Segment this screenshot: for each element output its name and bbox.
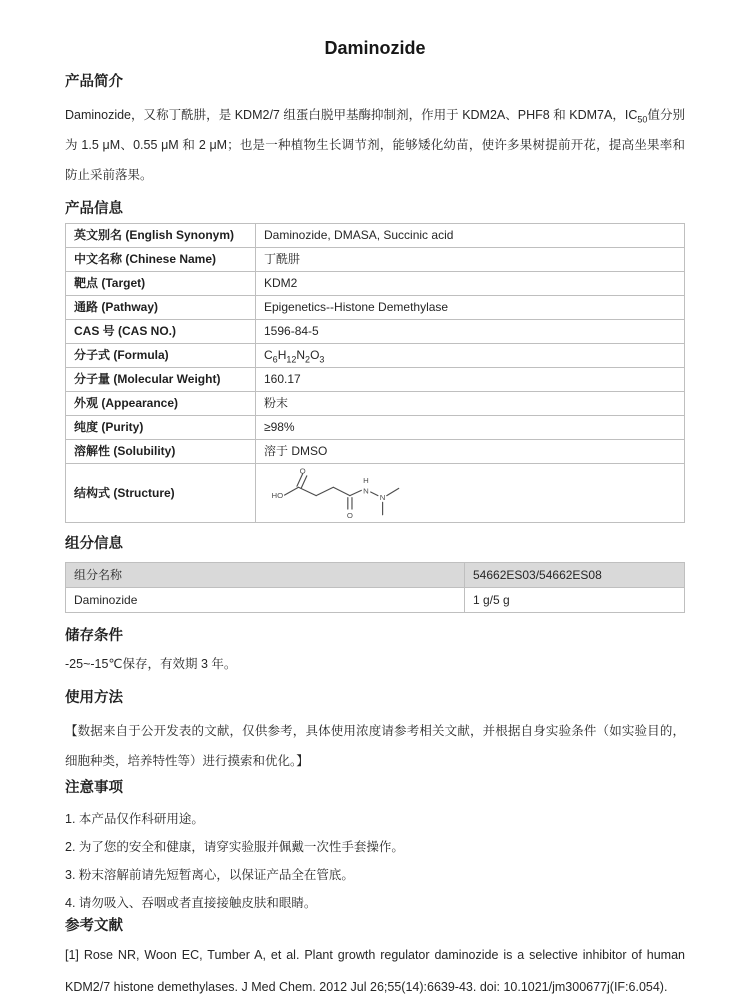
product-info-table [65,223,685,523]
row-label-purity: 纯度 (Purity) [66,416,256,440]
list-item: 2. 为了您的安全和健康，请穿实验服并佩戴一次性手套操作。 [65,840,404,854]
row-value-molecular-weight: 160.17 [256,368,685,392]
row-value-pathway: Epigenetics--Histone Demethylase [256,296,685,320]
section-heading-usage: 使用方法 [65,690,123,706]
intro-paragraph [65,100,685,190]
formula-sub: 3 [319,354,325,365]
ic50-subscript: 50 [637,114,648,125]
components-header-code: 54662ES03/54662ES08 [465,563,685,588]
row-label-appearance: 外观 (Appearance) [66,392,256,416]
row-label-cas: CAS 号 (CAS NO.) [66,320,256,344]
usage-paragraph: 【数据来自于公开发表的文献，仅供参考，具体使用浓度请参考相关文献，并根据自身实验条件（如实验目的，细胞种类，培养特性等）进行摸索和优化。】 [65,724,685,768]
reference-text: [1] Rose NR, Woon EC, Tumber A, et al. Plant growth regulator daminozide is a selective inhibitor of human KDM2/7 histone demethylases. J Med Chem. 2012 Jul 26;55(14):6639-43. doi: 10.1021/jm300677j(IF:6.054). [65,948,685,994]
section-heading-references: 参考文献 [65,918,123,934]
chemical-structure-image [264,466,414,520]
formula-sub: 2 [305,354,311,365]
row-value-structure [256,464,685,523]
atom-label-o-top: O [299,466,306,476]
formula-part: N [296,348,306,362]
table-row [66,320,685,344]
list-item: 4. 请勿吸入、吞咽或者直接接触皮肤和眼睛。 [65,896,317,910]
atom-label-n2: N [379,492,386,502]
row-label-structure: 结构式 (Structure) [66,464,256,523]
table-row [66,344,685,368]
row-value-target: KDM2 [256,272,685,296]
row-value-formula [256,344,685,368]
section-heading-product-info: 产品信息 [65,201,123,217]
component-size: 1 g/5 g [465,588,685,613]
table-row [66,392,685,416]
table-header-row [66,563,685,588]
section-heading-precautions: 注意事项 [65,780,123,796]
table-row [66,588,685,613]
row-label-pathway: 通路 (Pathway) [66,296,256,320]
precautions-list [65,805,685,917]
formula-part: H [277,348,287,362]
list-item: 1. 本产品仅作科研用途。 [65,812,204,826]
row-value-chinese-name: 丁酰肼 [256,248,685,272]
row-value-solubility: 溶于 DMSO [256,440,685,464]
formula-part: O [310,348,320,362]
section-heading-intro: 产品简介 [65,74,123,90]
table-row [66,248,685,272]
row-value-cas: 1596-84-5 [256,320,685,344]
row-value-english-synonym: Daminozide, DMASA, Succinic acid [256,224,685,248]
atom-label-o-bottom: O [346,510,353,520]
row-label-target: 靶点 (Target) [66,272,256,296]
row-label-formula: 分子式 (Formula) [66,344,256,368]
table-row [66,416,685,440]
table-row [66,464,685,523]
formula-sub: 12 [286,354,297,365]
atom-label-h: H [363,476,369,486]
table-row [66,272,685,296]
formula-part: C [264,348,273,362]
table-row [66,224,685,248]
row-label-english-synonym: 英文别名 (English Synonym) [66,224,256,248]
intro-text-post: 值分别为 1.5 μM、0.55 μM 和 2 μM；也是一种植物生长调节剂，能够矮化幼苗，使许多果树提前开花，提高坐果率和防止采前落果。 [65,108,685,182]
row-label-molecular-weight: 分子量 (Molecular Weight) [66,368,256,392]
components-header-name: 组分名称 [66,563,465,588]
intro-text-pre: Daminozide，又称丁酰肼，是 KDM2/7 组蛋白脱甲基酶抑制剂，作用于 KDM2A、PHF8 和 KDM7A，IC [65,108,638,122]
table-row [66,296,685,320]
page-title: Daminozide [324,38,426,58]
component-name: Daminozide [66,588,465,613]
atom-label-ho: HO [271,491,284,501]
row-value-purity: ≥98% [256,416,685,440]
formula-sub: 6 [272,354,278,365]
atom-label-n1: N [363,486,369,496]
row-value-appearance: 粉末 [256,392,685,416]
row-label-chinese-name: 中文名称 (Chinese Name) [66,248,256,272]
table-row [66,440,685,464]
row-label-solubility: 溶解性 (Solubility) [66,440,256,464]
storage-text: -25~-15℃保存，有效期 3 年。 [65,657,237,671]
list-item: 3. 粉末溶解前请先短暂离心，以保证产品全在管底。 [65,868,354,882]
section-heading-components: 组分信息 [65,536,123,552]
section-heading-storage: 储存条件 [65,628,123,644]
components-table [65,562,685,613]
table-row [66,368,685,392]
